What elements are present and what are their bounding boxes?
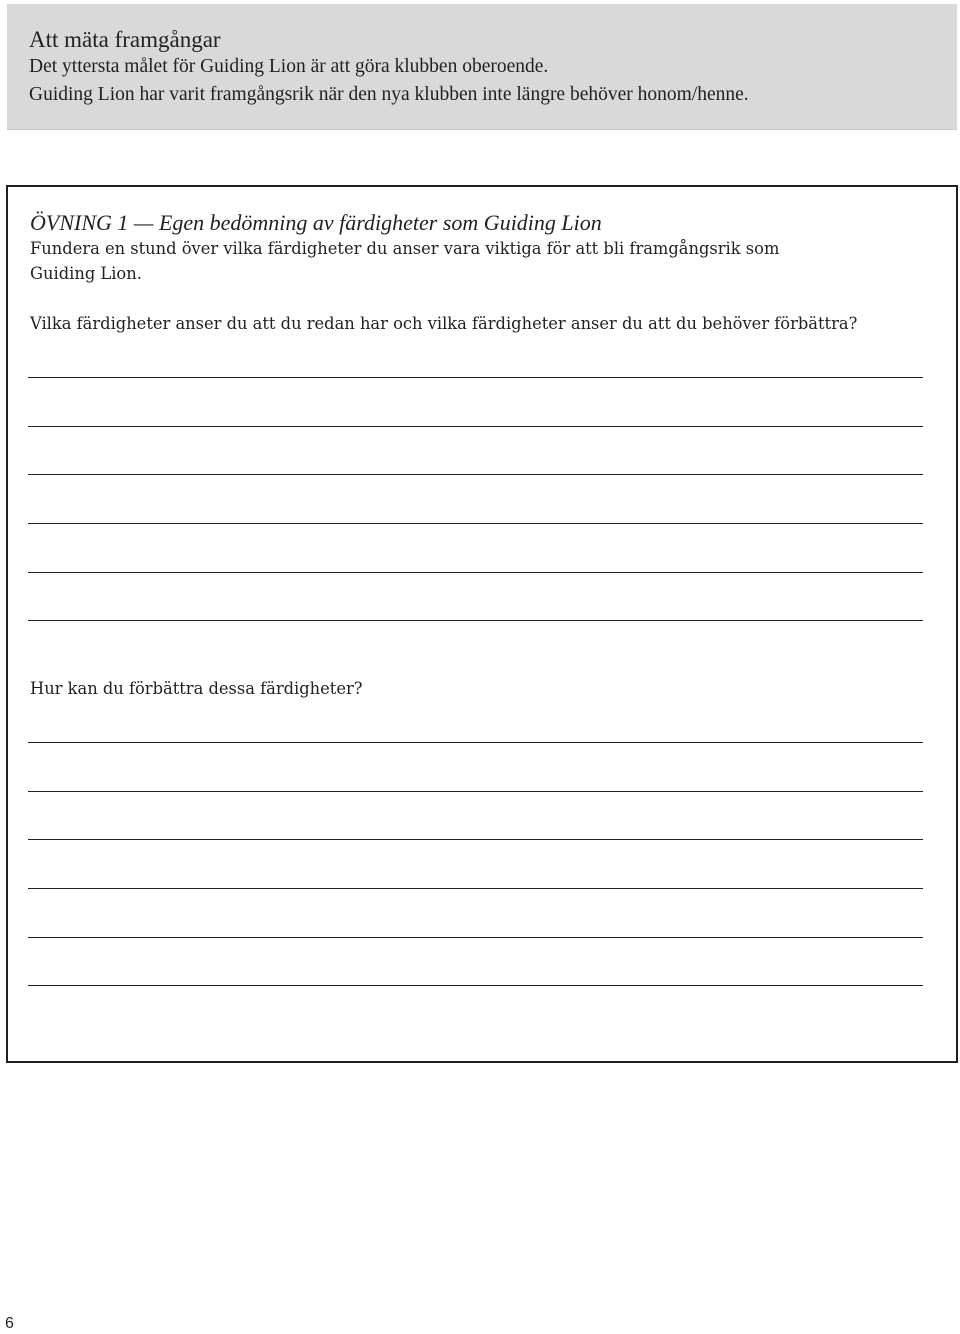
exercise-question-2: Hur kan du förbättra dessa färdigheter? <box>30 679 363 698</box>
answer-line[interactable] <box>28 377 923 378</box>
answer-line[interactable] <box>28 985 923 986</box>
answer-line[interactable] <box>28 791 923 792</box>
exercise-question-1: Vilka färdigheter anser du att du redan har och vilka färdigheter anser du att du behöver förbättra? <box>30 314 858 333</box>
exercise-title: ÖVNING 1 — Egen bedömning av färdigheter som Guiding Lion <box>30 210 602 235</box>
exercise-intro-line-1: Fundera en stund över vilka färdigheter du anser vara viktiga för att bli framgångsrik som <box>30 239 780 258</box>
answer-line[interactable] <box>28 426 923 427</box>
answer-line[interactable] <box>28 620 923 621</box>
exercise-box <box>6 185 958 1063</box>
header-box <box>7 4 957 130</box>
answer-line[interactable] <box>28 888 923 889</box>
answer-line[interactable] <box>28 937 923 938</box>
page-number: 6 <box>5 1315 14 1332</box>
exercise-intro-line-2: Guiding Lion. <box>30 264 142 283</box>
answer-line[interactable] <box>28 742 923 743</box>
page-title: Att mäta framgångar <box>29 27 221 52</box>
header-line-2: Guiding Lion har varit framgångsrik när den nya klubben inte längre behöver honom/henne. <box>29 84 749 105</box>
header-line-1: Det yttersta målet för Guiding Lion är att göra klubben oberoende. <box>29 56 549 77</box>
answer-line[interactable] <box>28 523 923 524</box>
answer-line[interactable] <box>28 572 923 573</box>
answer-line[interactable] <box>28 839 923 840</box>
answer-line[interactable] <box>28 474 923 475</box>
